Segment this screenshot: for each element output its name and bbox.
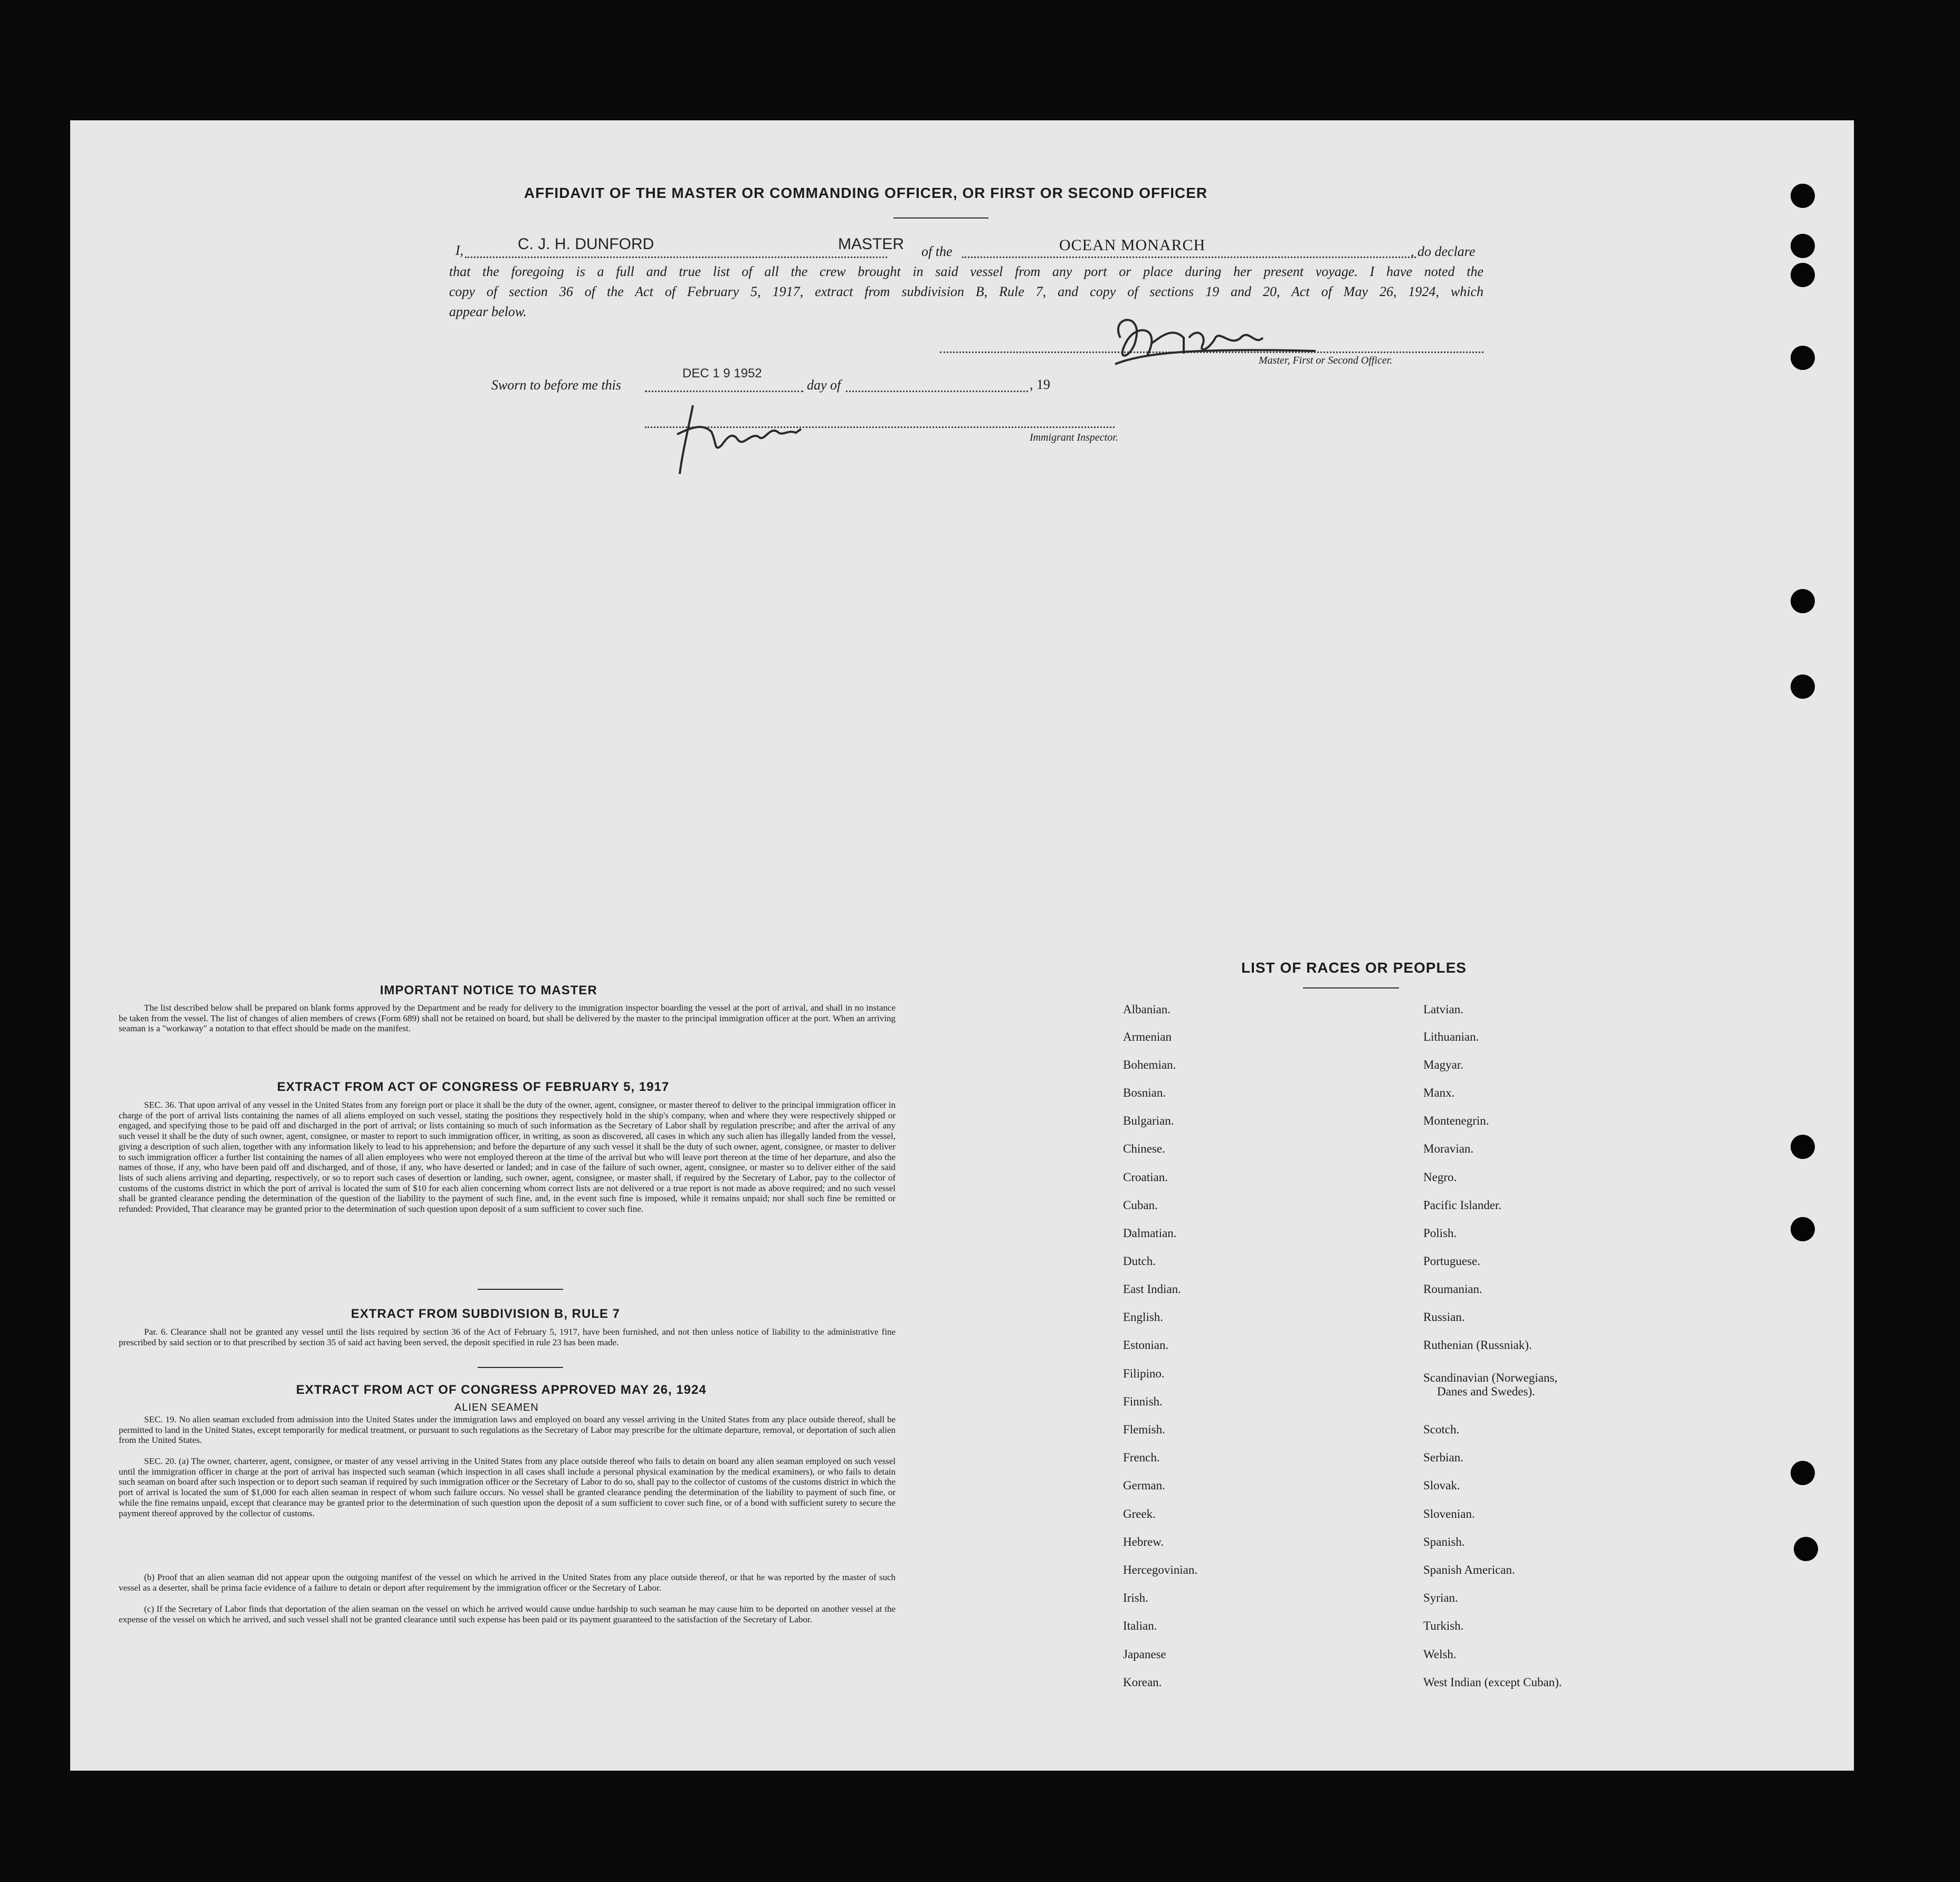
race-item: Bulgarian. — [1123, 1114, 1174, 1127]
race-item: Turkish. — [1423, 1619, 1464, 1632]
race-item: English. — [1123, 1310, 1164, 1324]
act-1917-text: SEC. 36. That upon arrival of any vessel in the United States from any foreign port or place it shall be the duty of the owner, agent, consignee, or master thereof to deliver to the principal immigration officer in charge of the port of arrival lists containing the names of all aliens employed on such vessel, stating the positions they respectively hold in the ship's company, when and where they were respectively shipped or engaged, and specifying those to be paid off and discharged in the port of arrival; or lists containing so much of such information as the Secretary of Labor shall by regulation prescribe; and after the arrival of any such vessel it shall be the duty of such owner, agent, consignee, or master to report to such immigration officer, in writing, as soon as discovered, all cases in which any such alien has illegally landed from the vessel, giving a description of such alien, together with any information likely to lead to his apprehension; and before the departure of any such vessel it shall be the duty of such owner, agent, consignee, or master to deliver to such immigration officer a further list containing the names of all alien employees who were not employed thereon at the time of the arrival but who will leave port thereon at the time of her departure, and also the names of those, if any, who have been paid off and discharged, and of those, if any, who have deserted or landed; and in case of the failure of such owner, agent, consignee, or master so to deliver either of the said lists of such aliens arriving and departing, respectively, or so to report such cases of desertion or landing, such owner, agent, consignee, or master shall, if required by the Secretary of Labor, pay to the collector of customs of the customs district in which the port of arrival is located the sum of $10 for each alien concerning whom correct lists are not delivered or a true report is not made as above required; and no such vessel shall be granted clearance pending the determination of the question of the liability to the payment of such fine, and, in the event such fine is imposed, while it remains unpaid; nor shall such fine be remitted or refunded: Provided, That clearance may be granted prior to the determination of such question upon deposit of a sum sufficient to cover such fine. — [119, 1100, 896, 1214]
race-item: Portuguese. — [1423, 1254, 1480, 1268]
race-item: West Indian (except Cuban). — [1423, 1676, 1562, 1689]
race-item: Greek. — [1123, 1507, 1156, 1520]
punch-hole — [1791, 234, 1815, 258]
race-item: Croatian. — [1123, 1171, 1168, 1184]
race-item: Italian. — [1123, 1619, 1157, 1632]
race-item: Bohemian. — [1123, 1058, 1176, 1071]
race-item: Slovenian. — [1423, 1507, 1475, 1520]
sworn-label: Sworn to before me this — [491, 377, 622, 393]
year-prefix: , 19 — [1030, 377, 1050, 392]
race-item: Magyar. — [1423, 1058, 1464, 1071]
race-item: Manx. — [1423, 1086, 1455, 1099]
month-line — [846, 391, 1028, 392]
punch-hole — [1791, 1135, 1815, 1159]
race-item: Filipino. — [1123, 1367, 1165, 1380]
act-1924-sec20c: (c) If the Secretary of Labor finds that deportation of the alien seaman on the vessel on which he arrived would cause undue hardship to such seaman he may cause him to be deported on another vessel at the expense of the vessel on which he arrived, and such vessel shall not be granted clearance until such expense has been paid or its payment guaranteed to the satisfaction of the Secretary of Labor. — [119, 1604, 896, 1624]
inspector-caption: Immigrant Inspector. — [1030, 432, 1118, 443]
race-item: Negro. — [1423, 1171, 1457, 1184]
race-item: Moravian. — [1423, 1142, 1474, 1155]
punch-hole — [1791, 674, 1815, 699]
race-item: Chinese. — [1123, 1142, 1165, 1155]
race-item: Irish. — [1123, 1591, 1148, 1604]
punch-hole — [1794, 1537, 1818, 1561]
inspector-signature — [672, 395, 830, 479]
punch-hole — [1791, 1217, 1815, 1241]
affidavit-line-2: that the foregoing is a full and true list of all the crew brought in said vessel from any port or place during her present voyage. I have noted the — [449, 264, 1483, 279]
title-rule — [893, 217, 988, 218]
sworn-day-line — [645, 391, 803, 392]
race-item: Russian. — [1423, 1310, 1465, 1324]
race-item: Scandinavian (Norwegians, — [1423, 1371, 1558, 1384]
race-item: Flemish. — [1123, 1423, 1165, 1436]
race-item: Finnish. — [1123, 1395, 1163, 1408]
rule7-title: EXTRACT FROM SUBDIVISION B, RULE 7 — [351, 1307, 621, 1321]
race-item: Hebrew. — [1123, 1535, 1164, 1548]
affidavit-line-3: copy of section 36 of the Act of February 5, 1917, extract from subdivision B, Rule 7, and copy of sections 19 and 20, Act of May 26, 1924, which — [449, 284, 1483, 299]
race-item: Syrian. — [1423, 1591, 1458, 1604]
race-item: Cuban. — [1123, 1199, 1158, 1212]
affidavit-line-4: appear below. — [449, 304, 527, 319]
race-item: Albanian. — [1123, 1003, 1171, 1016]
race-item: Welsh. — [1423, 1648, 1457, 1661]
signer-caption: Master, First or Second Officer. — [1259, 355, 1393, 366]
race-item: Lithuanian. — [1423, 1030, 1479, 1043]
punch-hole — [1791, 263, 1815, 287]
race-item: Scotch. — [1423, 1423, 1460, 1436]
punch-hole — [1791, 589, 1815, 613]
act-1917-title: EXTRACT FROM ACT OF CONGRESS OF FEBRUARY 5, 1917 — [277, 1080, 670, 1094]
race-item: German. — [1123, 1479, 1165, 1492]
races-rule — [1303, 987, 1399, 988]
officer-name: C. J. H. DUNFORD — [518, 235, 654, 253]
race-item: Slovak. — [1423, 1479, 1460, 1492]
affidavit-title: AFFIDAVIT OF THE MASTER OR COMMANDING OFFICER, OR FIRST OR SECOND OFFICER — [524, 185, 1208, 201]
race-item: Spanish American. — [1423, 1563, 1515, 1576]
race-item: Hercegovinian. — [1123, 1563, 1198, 1576]
act-1924-subtitle: ALIEN SEAMEN — [454, 1402, 539, 1413]
race-item: Korean. — [1123, 1676, 1162, 1689]
race-item: Spanish. — [1423, 1535, 1465, 1548]
vessel-name: OCEAN MONARCH — [1059, 236, 1206, 254]
race-item: Montenegrin. — [1423, 1114, 1489, 1127]
race-item: Dutch. — [1123, 1254, 1156, 1268]
rule-divider-1 — [478, 1289, 563, 1290]
act-1924-sec20a: SEC. 20. (a) The owner, charterer, agent, consignee, or master of any vessel arriving in the United States from any place outside thereof who fails to detain on board any alien seaman employed on such vessel until the immigration officer in charge at the port of arrival has inspected such seaman (which inspection in all cases shall include a personal physical examination by the medical examiners), or who fails to detain such seaman on board after such inspection or to deport such seaman if required by such immigration officer or the Secretary of Labor to do so, shall pay to the collector of customs of the customs district in which the port of arrival is located the sum of $1,000 for each alien seaman in respect of whom such failure occurs. No vessel shall be granted clearance pending the determination of the liability to payment of such fine, or while the fine remains unpaid, except that clearance may be granted prior to the determination of such question upon the deposit of a sum sufficient to cover such fine, or of a bond with sufficient surety to secure the payment thereof approved by the collector of customs. — [119, 1456, 896, 1518]
act-1924-sec20b: (b) Proof that an alien seaman did not appear upon the outgoing manifest of the vessel on which he arrived in the United States from any place outside thereof, or that he was reported by the master of such vessel as a deserter, shall be prima facie evidence of a failure to detain or deport after requirement by the immigration officer or the Secretary of Labor. — [119, 1572, 896, 1593]
races-title: LIST OF RACES OR PEOPLES — [1241, 959, 1467, 976]
race-item: Bosnian. — [1123, 1086, 1166, 1099]
race-item: Polish. — [1423, 1227, 1457, 1240]
race-item: Ruthenian (Russniak). — [1423, 1338, 1532, 1352]
day-of-label: day of — [807, 377, 841, 393]
officer-rank: MASTER — [838, 235, 905, 253]
race-item: Japanese — [1123, 1648, 1166, 1661]
rule7-text: Par. 6. Clearance shall not be granted any vessel until the lists required by section 36 of the Act of February 5, 1917, have been furnished, and not then unless notice of liability to the administrative fine prescribed by said section or to that prescribed by section 35 of said act having been served, the deposit specified in rule 23 has been made. — [119, 1327, 896, 1347]
document-page — [70, 120, 1854, 1771]
race-item: French. — [1123, 1451, 1160, 1464]
punch-hole — [1791, 1461, 1815, 1485]
race-item: Dalmatian. — [1123, 1227, 1177, 1240]
declare-label: , do declare — [1411, 244, 1476, 259]
act-1924-sec19: SEC. 19. No alien seaman excluded from admission into the United States under the immigration laws and employed on board any vessel arriving in the United States from any place outside thereof, shall be permitted to land in the United States, except temporarily for medical treatment, or pursuant to such regulations as the Secretary of Labor may prescribe for the ultimate departure, removal, or deportation of such alien from the United States. — [119, 1414, 896, 1446]
race-item: Armenian — [1123, 1030, 1172, 1043]
race-item: Latvian. — [1423, 1003, 1463, 1016]
punch-hole — [1791, 184, 1815, 208]
date-stamp: DEC 1 9 1952 — [682, 366, 762, 381]
race-item: Pacific Islander. — [1423, 1199, 1502, 1212]
of-the-label: of the — [921, 244, 953, 259]
rule-divider-2 — [478, 1367, 563, 1368]
race-item-continued: Danes and Swedes). — [1437, 1385, 1535, 1398]
notice-text: The list described below shall be prepared on blank forms approved by the Department and be ready for delivery to the immigration inspector boarding the vessel at the port of arrival, and shall in no instance be taken from the vessel. The list of changes of alien members of crews (Form 689) shall not be retained on board, but shall be delivered by the master to the principal immigration officer at the port. When an arriving seaman is a "workaway" a notation to that effect should be made on the manifest. — [119, 1003, 896, 1034]
notice-title: IMPORTANT NOTICE TO MASTER — [380, 983, 597, 997]
race-item: Estonian. — [1123, 1338, 1169, 1352]
race-item: Serbian. — [1423, 1451, 1464, 1464]
race-item: East Indian. — [1123, 1282, 1181, 1296]
act-1924-title: EXTRACT FROM ACT OF CONGRESS APPROVED MAY 26, 1924 — [296, 1383, 707, 1397]
vessel-line — [962, 256, 1416, 258]
race-item: Roumanian. — [1423, 1282, 1482, 1296]
punch-hole — [1791, 346, 1815, 370]
name-line — [465, 256, 887, 258]
affidavit-intro: I, — [455, 243, 464, 258]
